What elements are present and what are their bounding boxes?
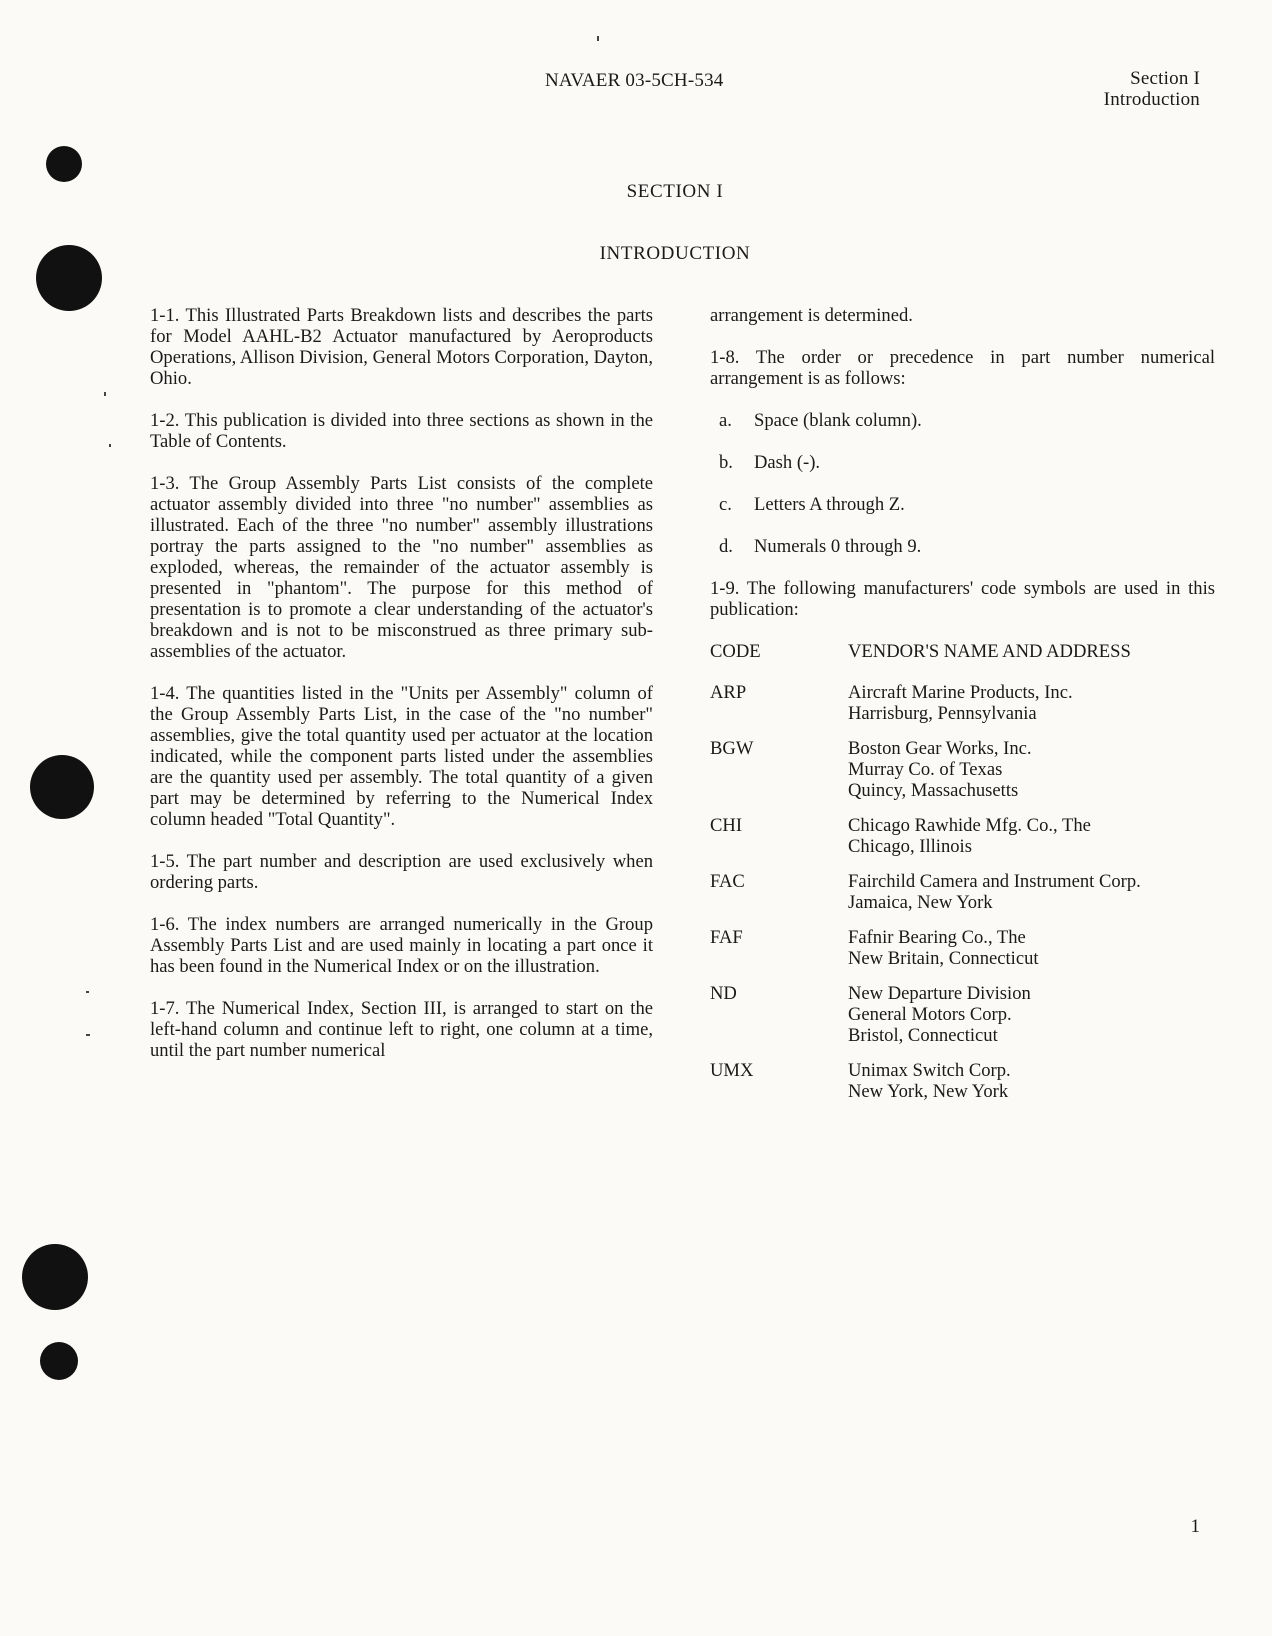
list-item [710,536,1215,557]
list-item [710,452,1215,473]
vendor-location: Harrisburg, Pennsylvania [848,703,1037,724]
list-item-label: a. [719,410,732,431]
table-header-row [710,641,1215,682]
table-row [710,983,1215,1060]
section-name: Introduction [1103,89,1200,110]
vendor-code: UMX [710,1060,754,1081]
list-item-label: b. [719,452,733,473]
scan-speck [597,36,599,41]
vendor-name: Chicago Rawhide Mfg. Co., The [848,815,1091,836]
list-item-text: Letters A through Z. [754,494,905,515]
vendor-affiliate: Murray Co. of Texas [848,759,1003,780]
vendor-code: CHI [710,815,743,836]
list-item-label: d. [719,536,733,557]
vendor-column-header: VENDOR'S NAME AND ADDRESS [848,641,1131,662]
section-label: Section I [1130,68,1200,89]
page-title: INTRODUCTION [599,243,751,264]
vendor-name: Aircraft Marine Products, Inc. [848,682,1073,703]
left-column [150,305,653,1082]
list-item [710,410,1215,431]
scan-speck [86,1034,90,1036]
vendor-code: ND [710,983,737,1004]
vendor-location: New Britain, Connecticut [848,948,1039,969]
punch-hole [40,1342,78,1380]
page-number: 1 [1190,1516,1200,1537]
paragraph-1-7-continued: arrangement is determined. [710,305,913,326]
vendor-address [848,983,1215,1060]
vendor-name: New Departure Division [848,983,1031,1004]
vendor-location: Quincy, Massachusetts [848,780,1019,801]
punch-hole [30,755,94,819]
table-row [710,815,1215,871]
vendor-name: Unimax Switch Corp. [848,1060,1011,1081]
code-column-header: CODE [710,641,761,662]
vendor-address [848,815,1215,871]
vendor-name: Boston Gear Works, Inc. [848,738,1032,759]
vendor-location: Bristol, Connecticut [848,1025,998,1046]
list-item-text: Numerals 0 through 9. [754,536,922,557]
running-header-section [1104,68,1200,110]
paragraph-1-2: 1-2. This publication is divided into three sections as shown in the Table of Contents. [150,410,653,452]
paragraph-1-1: 1-1. This Illustrated Parts Breakdown lists and describes the parts for Model AAHL-B2 Actuator manufactured by Aeroproducts Operations, Allison Division, General Motors Corporation, Dayton, Ohio. [150,305,654,389]
paragraph-1-5: 1-5. The part number and description are used exclusively when ordering parts. [150,851,653,893]
vendor-name: Fafnir Bearing Co., The [848,927,1026,948]
vendor-code: FAF [710,927,743,948]
section-title: SECTION I [626,181,724,202]
vendor-affiliate: General Motors Corp. [848,1004,1012,1025]
paragraph-1-4: 1-4. The quantities listed in the "Units per Assembly" column of the Group Assembly Parts List, in the case of the "no number" assemblies, give the total quantity used per actuator at the location indicated, while the component parts listed under the assemblies are the quantity used per assembly. The total quantity of a given part may be determined by referring to the Numerical Index column headed "Total Quantity". [150,683,653,830]
table-row [710,738,1215,815]
table-row [710,927,1215,983]
list-item-label: c. [719,494,732,515]
punch-hole [22,1244,88,1310]
table-row [710,682,1215,738]
vendor-address [848,927,1215,983]
vendor-address [848,738,1215,815]
vendor-code: FAC [710,871,745,892]
table-row [710,871,1215,927]
paragraph-1-7: 1-7. The Numerical Index, Section III, is arranged to start on the left-hand column and continue left to right, one column at a time, until the part number numerical [150,998,653,1061]
doc-number: NAVAER 03-5CH-534 [545,70,724,91]
paragraph-1-3: 1-3. The Group Assembly Parts List consists of the complete actuator assembly divided into three "no number" assemblies as illustrated. Each of the three "no number" assembly illustrations portray the parts assigned to the "no number" assemblies as exploded, whereas, the remainder of the actuator assembly is presented in "phantom". The purpose for this method of presentation is to promote a clear understanding of the actuator's breakdown and is not to be misconstrued as three primary sub-assemblies of the actuator. [150,473,653,662]
scan-speck [86,991,89,993]
vendor-address [848,1060,1215,1116]
vendor-location: New York, New York [848,1081,1009,1102]
vendor-code-table [710,641,1215,1116]
list-item [710,494,1215,515]
table-row [710,1060,1215,1116]
list-item-text: Space (blank column). [754,410,922,431]
paragraph-1-6: 1-6. The index numbers are arranged numerically in the Group Assembly Parts List and are used mainly in locating a part once it has been found in the Numerical Index or on the illustration. [150,914,653,977]
punch-hole [46,146,82,182]
vendor-location: Jamaica, New York [848,892,993,913]
vendor-address [848,682,1215,738]
scan-speck [104,392,106,396]
list-item-text: Dash (-). [754,452,821,473]
vendor-location: Chicago, Illinois [848,836,972,857]
scan-speck [109,444,111,447]
vendor-code: ARP [710,682,747,703]
paragraph-1-9: 1-9. The following manufacturers' code symbols are used in this publication: [710,578,1215,620]
vendor-code: BGW [710,738,754,759]
vendor-address [848,871,1215,927]
paragraph-1-8: 1-8. The order or precedence in part number numerical arrangement is as follows: [710,347,1215,389]
vendor-name: Fairchild Camera and Instrument Corp. [848,871,1141,892]
right-column [710,305,1215,1116]
